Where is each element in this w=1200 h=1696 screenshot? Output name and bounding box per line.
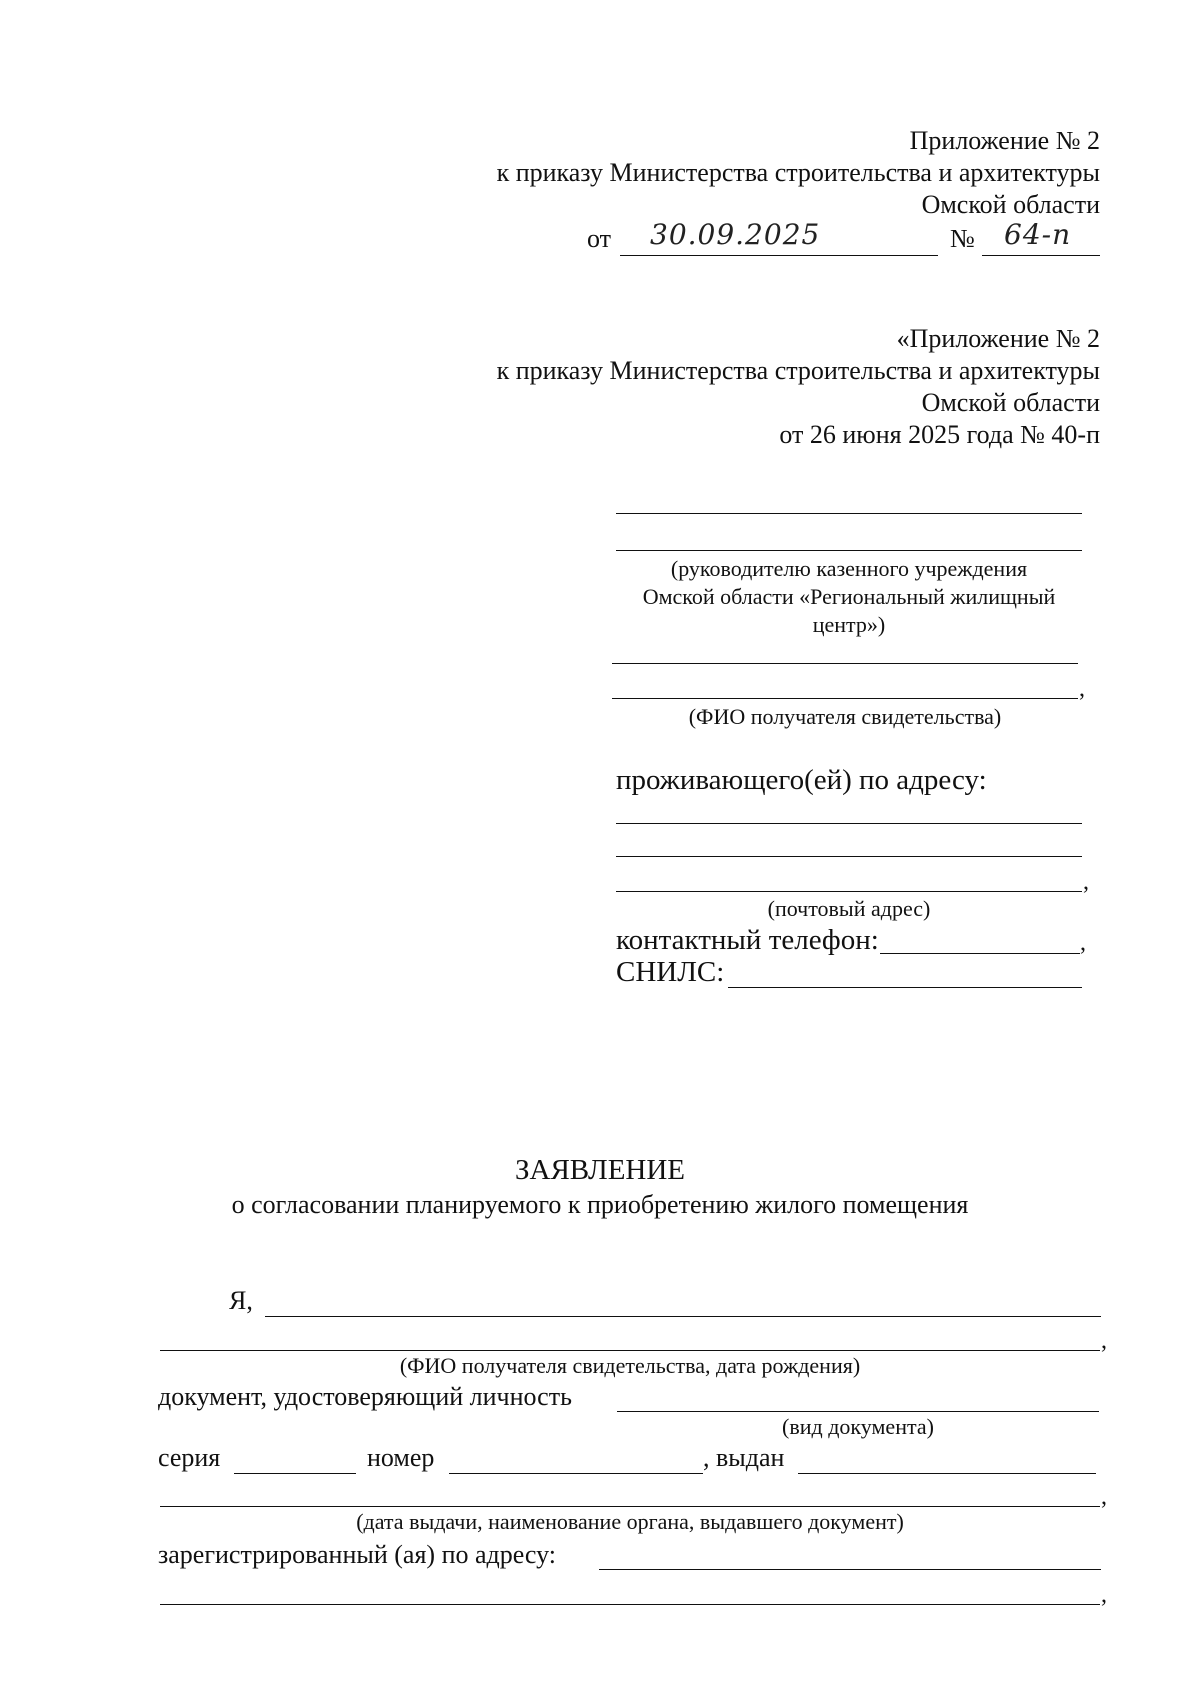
applicant-fio-line-1	[612, 663, 1078, 664]
date-line	[620, 255, 938, 256]
annex-from-label: от	[587, 224, 612, 253]
snils-label: СНИЛС:	[616, 956, 725, 988]
annex-title: Приложение № 2	[909, 126, 1100, 155]
applicant-fio-line-2	[612, 698, 1078, 699]
addressee-line-2	[616, 550, 1082, 551]
i-label: Я,	[229, 1286, 253, 1315]
number-line	[982, 255, 1100, 256]
issued-line	[798, 1473, 1096, 1474]
prev-annex-date-line: от 26 июня 2025 года № 40-п	[779, 420, 1100, 449]
annex-order-line: к приказу Министерства строительства и архитектуры	[496, 158, 1100, 187]
registered-line-2	[160, 1604, 1100, 1605]
phone-label: контактный телефон:	[616, 924, 879, 956]
postal-caption: (почтовый адрес)	[767, 896, 931, 921]
fio-dob-line-1	[265, 1316, 1101, 1317]
registered-line-1	[599, 1569, 1101, 1570]
addressee-caption-2: Омской области «Региональный жилищный	[642, 584, 1056, 609]
residing-label: проживающего(ей) по адресу:	[616, 764, 987, 796]
address-line-2	[616, 856, 1082, 857]
fio-dob-line-2	[160, 1350, 1100, 1351]
phone-line	[880, 953, 1080, 954]
doc-number-line	[449, 1473, 703, 1474]
issued-label: , выдан	[703, 1443, 785, 1472]
annex-region-line: Омской области	[921, 190, 1100, 219]
id-doc-line	[617, 1411, 1099, 1412]
issue-caption: (дата выдачи, наименование органа, выдавшего документ)	[356, 1509, 904, 1534]
comma: ,	[1101, 1484, 1107, 1510]
address-line-3	[616, 891, 1082, 892]
issue-details-line	[160, 1506, 1100, 1507]
prev-annex-region-line: Омской области	[921, 388, 1100, 417]
address-line-1	[616, 823, 1082, 824]
comma: ,	[1101, 1582, 1107, 1608]
prev-annex-title: «Приложение № 2	[896, 324, 1100, 353]
series-label: серия	[158, 1443, 221, 1472]
series-line	[234, 1473, 356, 1474]
comma: ,	[1080, 930, 1086, 956]
doc-type-caption: (вид документа)	[782, 1414, 934, 1439]
addressee-caption-1: (руководителю казенного учреждения	[670, 556, 1028, 581]
document-subheading: о согласовании планируемого к приобретению жилого помещения	[231, 1190, 969, 1219]
registered-label: зарегистрированный (ая) по адресу:	[158, 1540, 557, 1569]
comma: ,	[1083, 869, 1089, 895]
annex-number-label: №	[950, 224, 975, 253]
addressee-line-1	[616, 513, 1082, 514]
fio-dob-caption: (ФИО получателя свидетельства, дата рождения)	[399, 1353, 861, 1378]
handwritten-date: 30.09.2025	[650, 218, 821, 251]
snils-line	[728, 987, 1082, 988]
comma: ,	[1079, 676, 1085, 702]
addressee-caption-3: центр»)	[812, 612, 886, 637]
applicant-fio-caption: (ФИО получателя свидетельства)	[688, 704, 1002, 729]
document-heading: ЗАЯВЛЕНИЕ	[514, 1154, 686, 1186]
comma: ,	[1101, 1328, 1107, 1354]
number-label: номер	[367, 1443, 435, 1472]
prev-annex-order-line: к приказу Министерства строительства и архитектуры	[496, 356, 1100, 385]
handwritten-number: 64-п	[1004, 218, 1072, 251]
id-doc-label: документ, удостоверяющий личность	[158, 1382, 572, 1411]
